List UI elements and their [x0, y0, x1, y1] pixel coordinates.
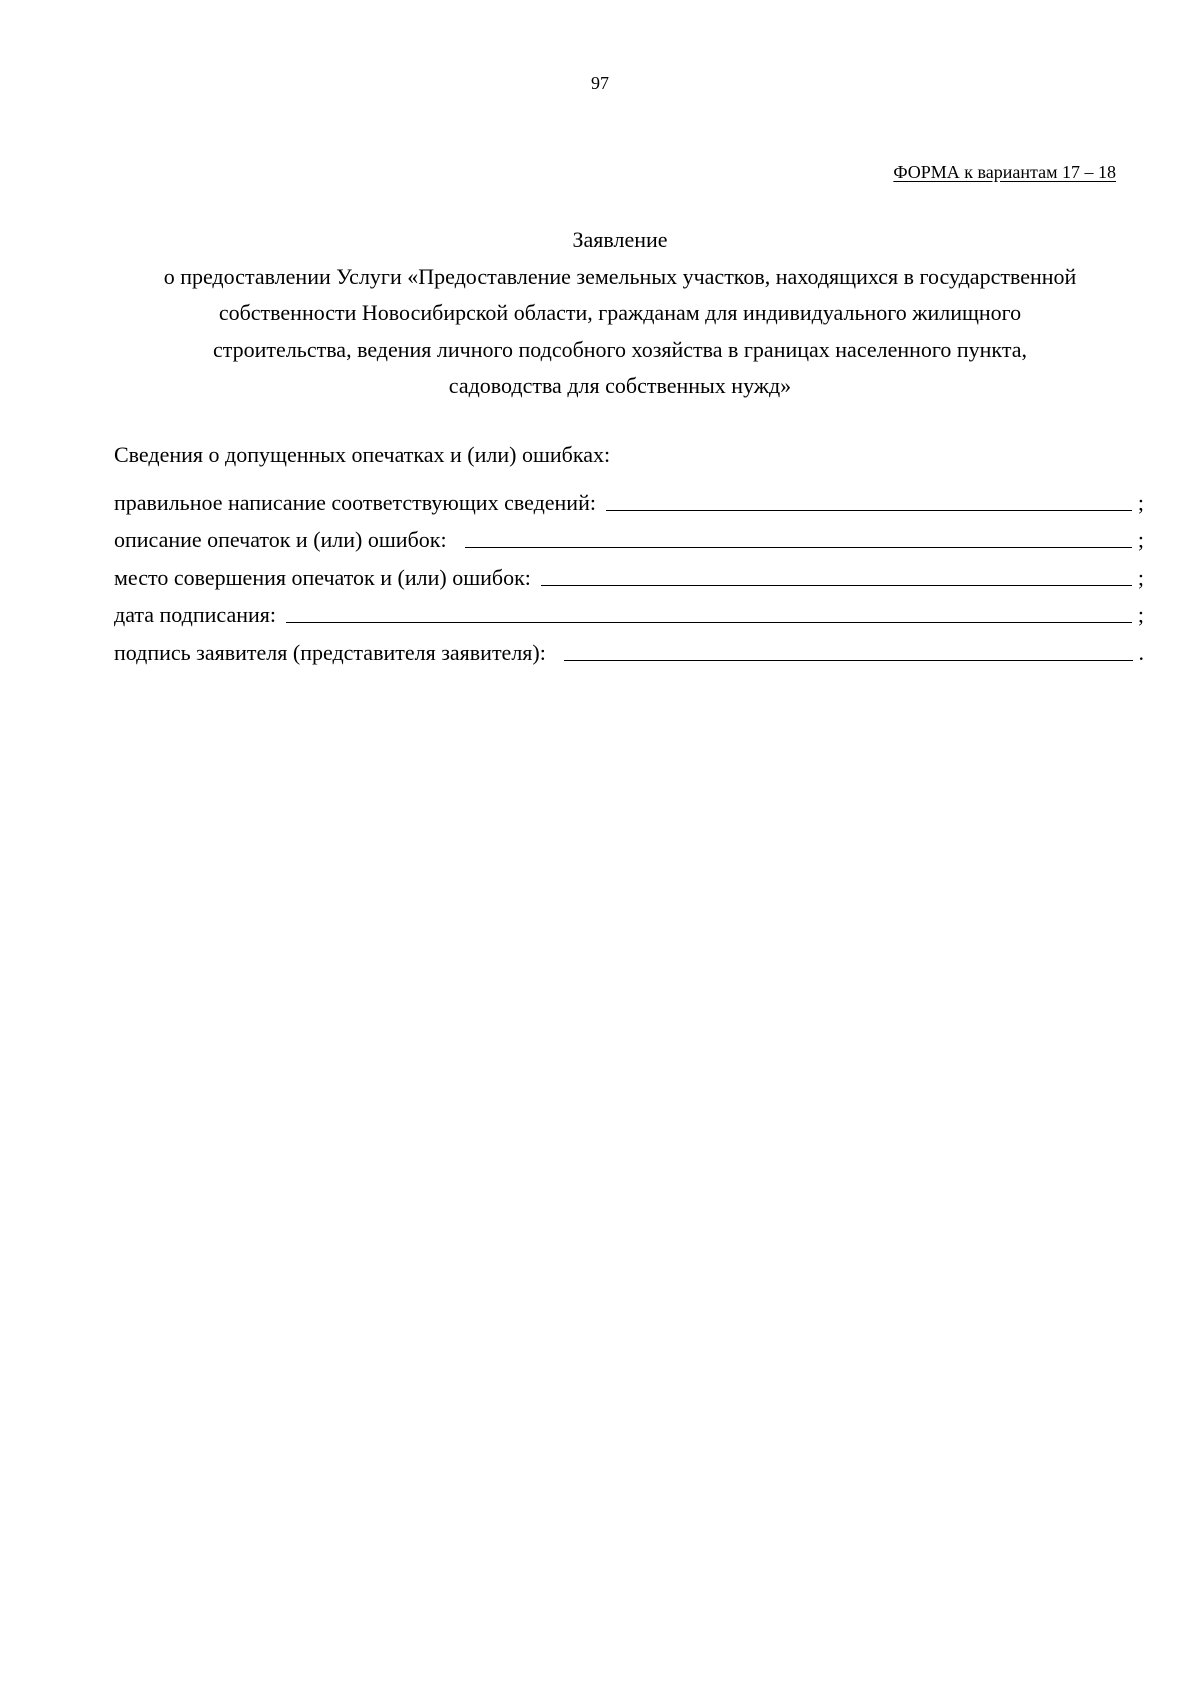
field-terminator: ;	[1137, 602, 1144, 627]
field-signing-date	[114, 591, 1144, 629]
applicant-signature-fill-line[interactable]	[564, 636, 1133, 661]
field-applicant-signature	[114, 628, 1144, 666]
title-line: о предоставлении Услуги «Предоставление земельных участков, находящихся в государственной	[163, 263, 1077, 289]
field-label: дата подписания:	[114, 602, 276, 627]
correct-spelling-fill-line[interactable]	[606, 486, 1132, 511]
field-correct-spelling	[114, 478, 1144, 516]
field-label: подпись заявителя (представителя заявителя):	[114, 639, 546, 665]
form-intro: Сведения о допущенных опечатках и (или) ошибках:	[114, 442, 611, 467]
field-error-description	[114, 516, 1144, 554]
signing-date-fill-line[interactable]	[286, 598, 1132, 623]
title-line: садоводства для собственных нужд»	[448, 373, 792, 398]
form-variant-label: ФОРМА к вариантам 17 – 18	[893, 162, 1116, 182]
document-title	[100, 222, 1140, 405]
title-line: строительства, ведения личного подсобного хозяйства в границах населенного пункта,	[213, 336, 1027, 362]
error-location-fill-line[interactable]	[541, 561, 1132, 586]
error-description-fill-line[interactable]	[465, 523, 1132, 548]
field-label: место совершения опечаток и (или) ошибок:	[114, 564, 531, 590]
field-label: правильное написание соответствующих сведений:	[114, 489, 596, 515]
field-error-location	[114, 553, 1144, 591]
field-terminator: .	[1138, 639, 1144, 665]
field-terminator: ;	[1137, 527, 1144, 552]
field-terminator: ;	[1137, 564, 1144, 590]
title-heading: Заявление	[572, 227, 668, 252]
title-line: собственности Новосибирской области, гражданам для индивидуального жилищного	[218, 300, 1022, 325]
field-terminator: ;	[1137, 489, 1144, 515]
field-label: описание опечаток и (или) ошибок:	[114, 527, 447, 552]
page-number: 97	[591, 73, 609, 93]
error-info-form	[114, 440, 1144, 666]
